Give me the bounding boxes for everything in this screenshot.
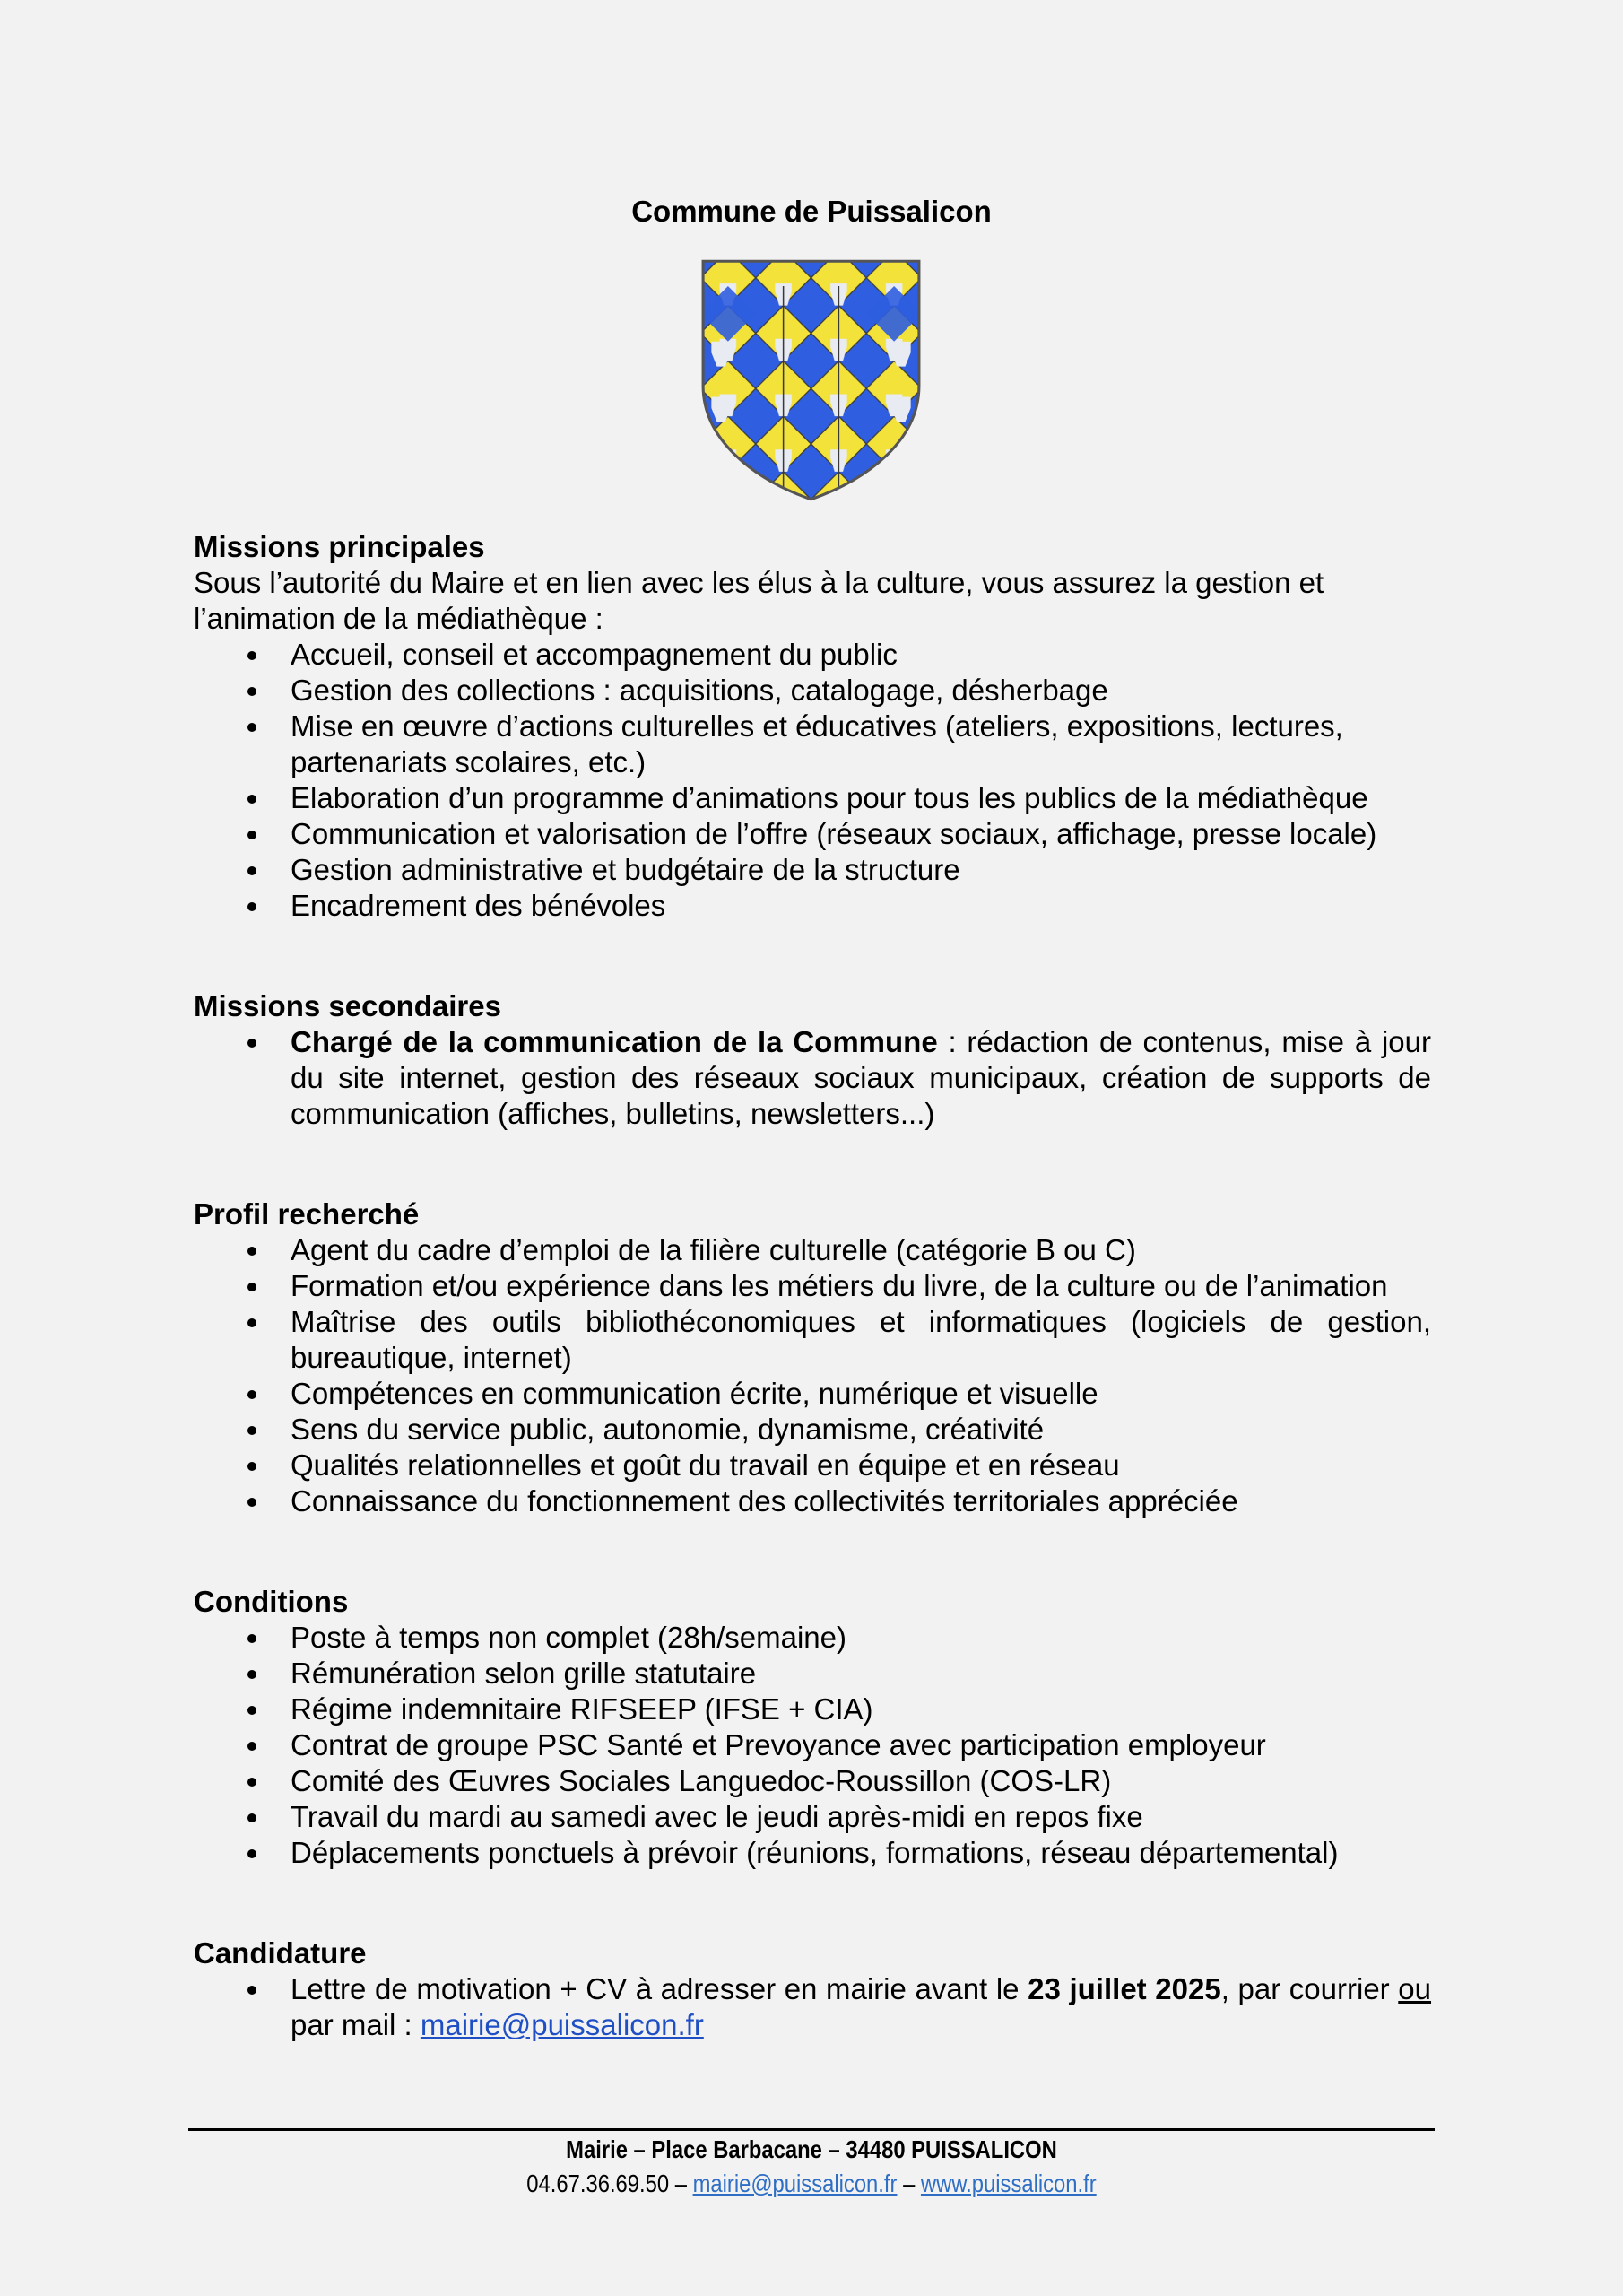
list-item: Agent du cadre d’emploi de la filière culturelle (catégorie B ou C) [194, 1232, 1431, 1268]
item-text: par mail : [291, 2008, 421, 2041]
list-item: Mise en œuvre d’actions culturelles et éducatives (ateliers, expositions, lectures, partenariats scolaires, etc.) [194, 709, 1431, 780]
list-item: Compétences en communication écrite, numérique et visuelle [194, 1376, 1431, 1412]
list-item: Encadrement des bénévoles [194, 888, 1431, 924]
conditions-section [194, 1584, 1431, 1871]
section-heading: Profil recherché [194, 1197, 420, 1231]
page-title: Commune de Puissalicon [631, 195, 992, 228]
footer-email-link[interactable]: mairie@puissalicon.fr [692, 2170, 898, 2197]
candidature-list [194, 1971, 1431, 2043]
list-item: Qualités relationnelles et goût du travail en équipe et en réseau [194, 1448, 1431, 1483]
footer-divider [188, 2128, 1435, 2131]
list-item: Formation et/ou expérience dans les métiers du livre, de la culture ou de l’animation [194, 1268, 1431, 1304]
document-body [194, 529, 1431, 2043]
missions-secondaires-list [194, 1024, 1431, 1132]
separator: – [669, 2170, 693, 2197]
section-heading: Missions secondaires [194, 989, 501, 1022]
coat-of-arms-icon [700, 258, 922, 502]
list-item: Connaissance du fonctionnement des collectivités territoriales appréciée [194, 1483, 1431, 1519]
list-item: Poste à temps non complet (28h/semaine) [194, 1620, 1431, 1656]
list-item: Comité des Œuvres Sociales Languedoc-Roussillon (COS-LR) [194, 1763, 1431, 1799]
list-item: Rémunération selon grille statutaire [194, 1656, 1431, 1692]
section-heading: Missions principales [194, 530, 485, 563]
section-heading: Conditions [194, 1585, 349, 1618]
list-item: Accueil, conseil et accompagnement du public [194, 637, 1431, 673]
list-item: Déplacements ponctuels à prévoir (réunions, formations, réseau départemental) [194, 1835, 1431, 1871]
list-item: Travail du mardi au samedi avec le jeudi après-midi en repos fixe [194, 1799, 1431, 1835]
list-item [194, 1971, 1431, 2043]
list-item: Sens du service public, autonomie, dynamisme, créativité [194, 1412, 1431, 1448]
bold-label: Chargé de la communication de la Commune [291, 1025, 938, 1058]
conditions-list [194, 1620, 1431, 1871]
list-item [194, 1024, 1431, 1132]
candidature-section [194, 1935, 1431, 2043]
footer-address: Mairie – Place Barbacane – 34480 PUISSALICON [566, 2135, 1057, 2163]
footer-phone: 04.67.36.69.50 [526, 2170, 670, 2197]
profil-list [194, 1232, 1431, 1519]
list-item: Communication et valorisation de l’offre (réseaux sociaux, affichage, presse locale) [194, 816, 1431, 852]
separator: – [897, 2170, 921, 2197]
profil-section [194, 1196, 1431, 1519]
item-text: , par courrier [1220, 1972, 1399, 2005]
list-item: Régime indemnitaire RIFSEEP (IFSE + CIA) [194, 1692, 1431, 1727]
list-item: Gestion des collections : acquisitions, catalogage, désherbage [194, 673, 1431, 709]
deadline-date: 23 juillet 2025 [1028, 1972, 1221, 2005]
list-item: Elaboration d’un programme d’animations pour tous les publics de la médiathèque [194, 780, 1431, 816]
or-underlined: ou [1398, 1972, 1432, 2005]
email-link[interactable]: mairie@puissalicon.fr [420, 2008, 704, 2041]
item-text: Lettre de motivation + CV à adresser en mairie avant le [291, 1972, 1028, 2005]
missions-principales-list [194, 637, 1431, 924]
item-text: : rédaction de contenus, mise à jour du site internet, gestion des réseaux sociaux municipaux, création de supports de communication (affiches, bulletins, newsletters...) [291, 1025, 1431, 1130]
section-intro: Sous l’autorité du Maire et en lien avec les élus à la culture, vous assurez la gestion et l’animation de la médiathèque : [194, 566, 1324, 635]
footer-website-link[interactable]: www.puissalicon.fr [920, 2170, 1097, 2197]
list-item: Gestion administrative et budgétaire de la structure [194, 852, 1431, 888]
missions-secondaires-section [194, 988, 1431, 1132]
section-heading: Candidature [194, 1936, 367, 1970]
list-item: Maîtrise des outils bibliothéconomiques et informatiques (logiciels de gestion, bureautique, internet) [194, 1304, 1431, 1376]
missions-principales-section [194, 529, 1431, 924]
list-item: Contrat de groupe PSC Santé et Prevoyance avec participation employeur [194, 1727, 1431, 1763]
footer-contact [122, 2167, 1502, 2201]
